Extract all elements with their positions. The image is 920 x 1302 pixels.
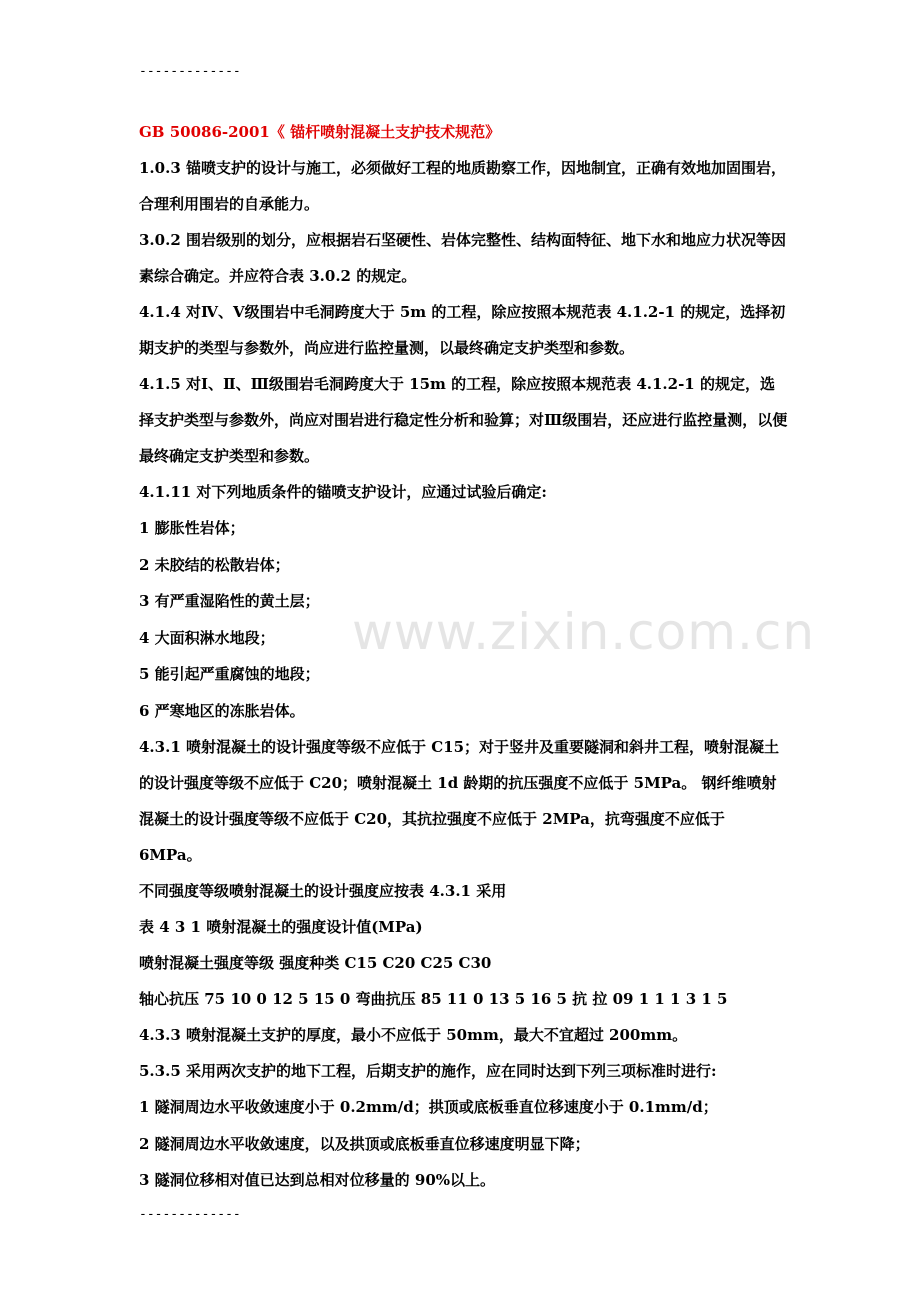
list-item: 2 未胶结的松散岩体； bbox=[139, 555, 290, 574]
table-reference: 不同强度等级喷射混凝土的设计强度应按表 4.3.1 采用 bbox=[139, 882, 507, 900]
bottom-divider: ------------- bbox=[139, 1207, 241, 1222]
clause-1-0-3: 1.0.3 锚喷支护的设计与施工，必须做好工程的地质勘察工作，因地制宜，正确有效地加固围岩，合理利用围岩的自承能力。 bbox=[139, 159, 786, 213]
clause-4-1-5: 4.1.5 对Ⅰ、Ⅱ、Ⅲ级围岩毛洞跨度大于 15m 的工程，除应按照本规范表 4.1.2-1 的规定，选择支护类型与参数外，尚应对围岩进行稳定性分析和验算；对Ⅲ级围岩，还应进行监控量测，以便最终确定支护类型和参数。 bbox=[139, 375, 788, 465]
table-header-row: 喷射混凝土强度等级 强度种类 C15 C20 C25 C30 bbox=[139, 954, 492, 972]
list-item: 1 膨胀性岩体； bbox=[139, 519, 245, 537]
standards-list bbox=[139, 1089, 789, 1199]
clause-4-1-11: 4.1.11 对下列地质条件的锚喷支护设计，应通过试验后确定: bbox=[139, 483, 547, 501]
table-values-row: 轴心抗压 75 10 0 12 5 15 0 弯曲抗压 85 11 0 13 5 16 5 抗 拉 09 1 1 1 3 1 5 bbox=[139, 990, 728, 1008]
clause-4-1-4: 4.1.4 对Ⅳ、Ⅴ级围岩中毛洞跨度大于 5m 的工程，除应按照本规范表 4.1.2-1 的规定，选择初期支护的类型与参数外，尚应进行监控量测，以最终确定支护类型和参数。 bbox=[139, 303, 786, 357]
table-caption: 表 4 3 1 喷射混凝土的强度设计值(MPa) bbox=[139, 918, 423, 936]
list-item: 4 大面积淋水地段； bbox=[139, 628, 275, 647]
watermark: www.zixin.com.cn bbox=[352, 603, 816, 661]
geology-condition-list bbox=[139, 510, 789, 729]
clause-3-0-2: 3.0.2 围岩级别的划分，应根据岩石坚硬性、岩体完整性、结构面特征、地下水和地应力状况等因素综合确定。并应符合表 3.0.2 的规定。 bbox=[139, 231, 786, 285]
clause-5-3-5: 5.3.5 采用两次支护的地下工程，后期支护的施作，应在同时达到下列三项标准时进行: bbox=[139, 1062, 717, 1080]
list-item: 2 隧洞周边水平收敛速度，以及拱顶或底板垂直位移速度明显下降； bbox=[139, 1134, 590, 1153]
list-item: 3 隧洞位移相对值已达到总相对位移量的 90%以上。 bbox=[139, 1171, 496, 1189]
list-item: 5 能引起严重腐蚀的地段； bbox=[139, 665, 320, 683]
list-item: 3 有严重湿陷性的黄土层； bbox=[139, 592, 320, 610]
clause-4-3-3: 4.3.3 喷射混凝土支护的厚度，最小不应低于 50mm，最大不宜超过 200mm。 bbox=[139, 1026, 688, 1044]
list-item: 6 严寒地区的冻胀岩体。 bbox=[139, 701, 305, 720]
top-divider: ------------- bbox=[139, 64, 241, 79]
document-title: GB 50086-2001《 锚杆喷射混凝土支护技术规范》 bbox=[139, 123, 501, 141]
document-body bbox=[139, 118, 789, 1199]
list-item: 1 隧洞周边水平收敛速度小于 0.2mm/d；拱顶或底板垂直位移速度小于 0.1mm/d； bbox=[139, 1098, 718, 1116]
clause-4-3-1: 4.3.1 喷射混凝土的设计强度等级不应低于 C15；对于竖井及重要隧洞和斜井工程，喷射混凝土的设计强度等级不应低于 C20；喷射混凝土 1d 龄期的抗压强度不应低于 5MPa。 钢纤维喷射混凝土的设计强度等级不应低于 C20，其抗拉强度不应低于 2MPa，抗弯强度不应低于 6MPa。 bbox=[139, 738, 780, 864]
